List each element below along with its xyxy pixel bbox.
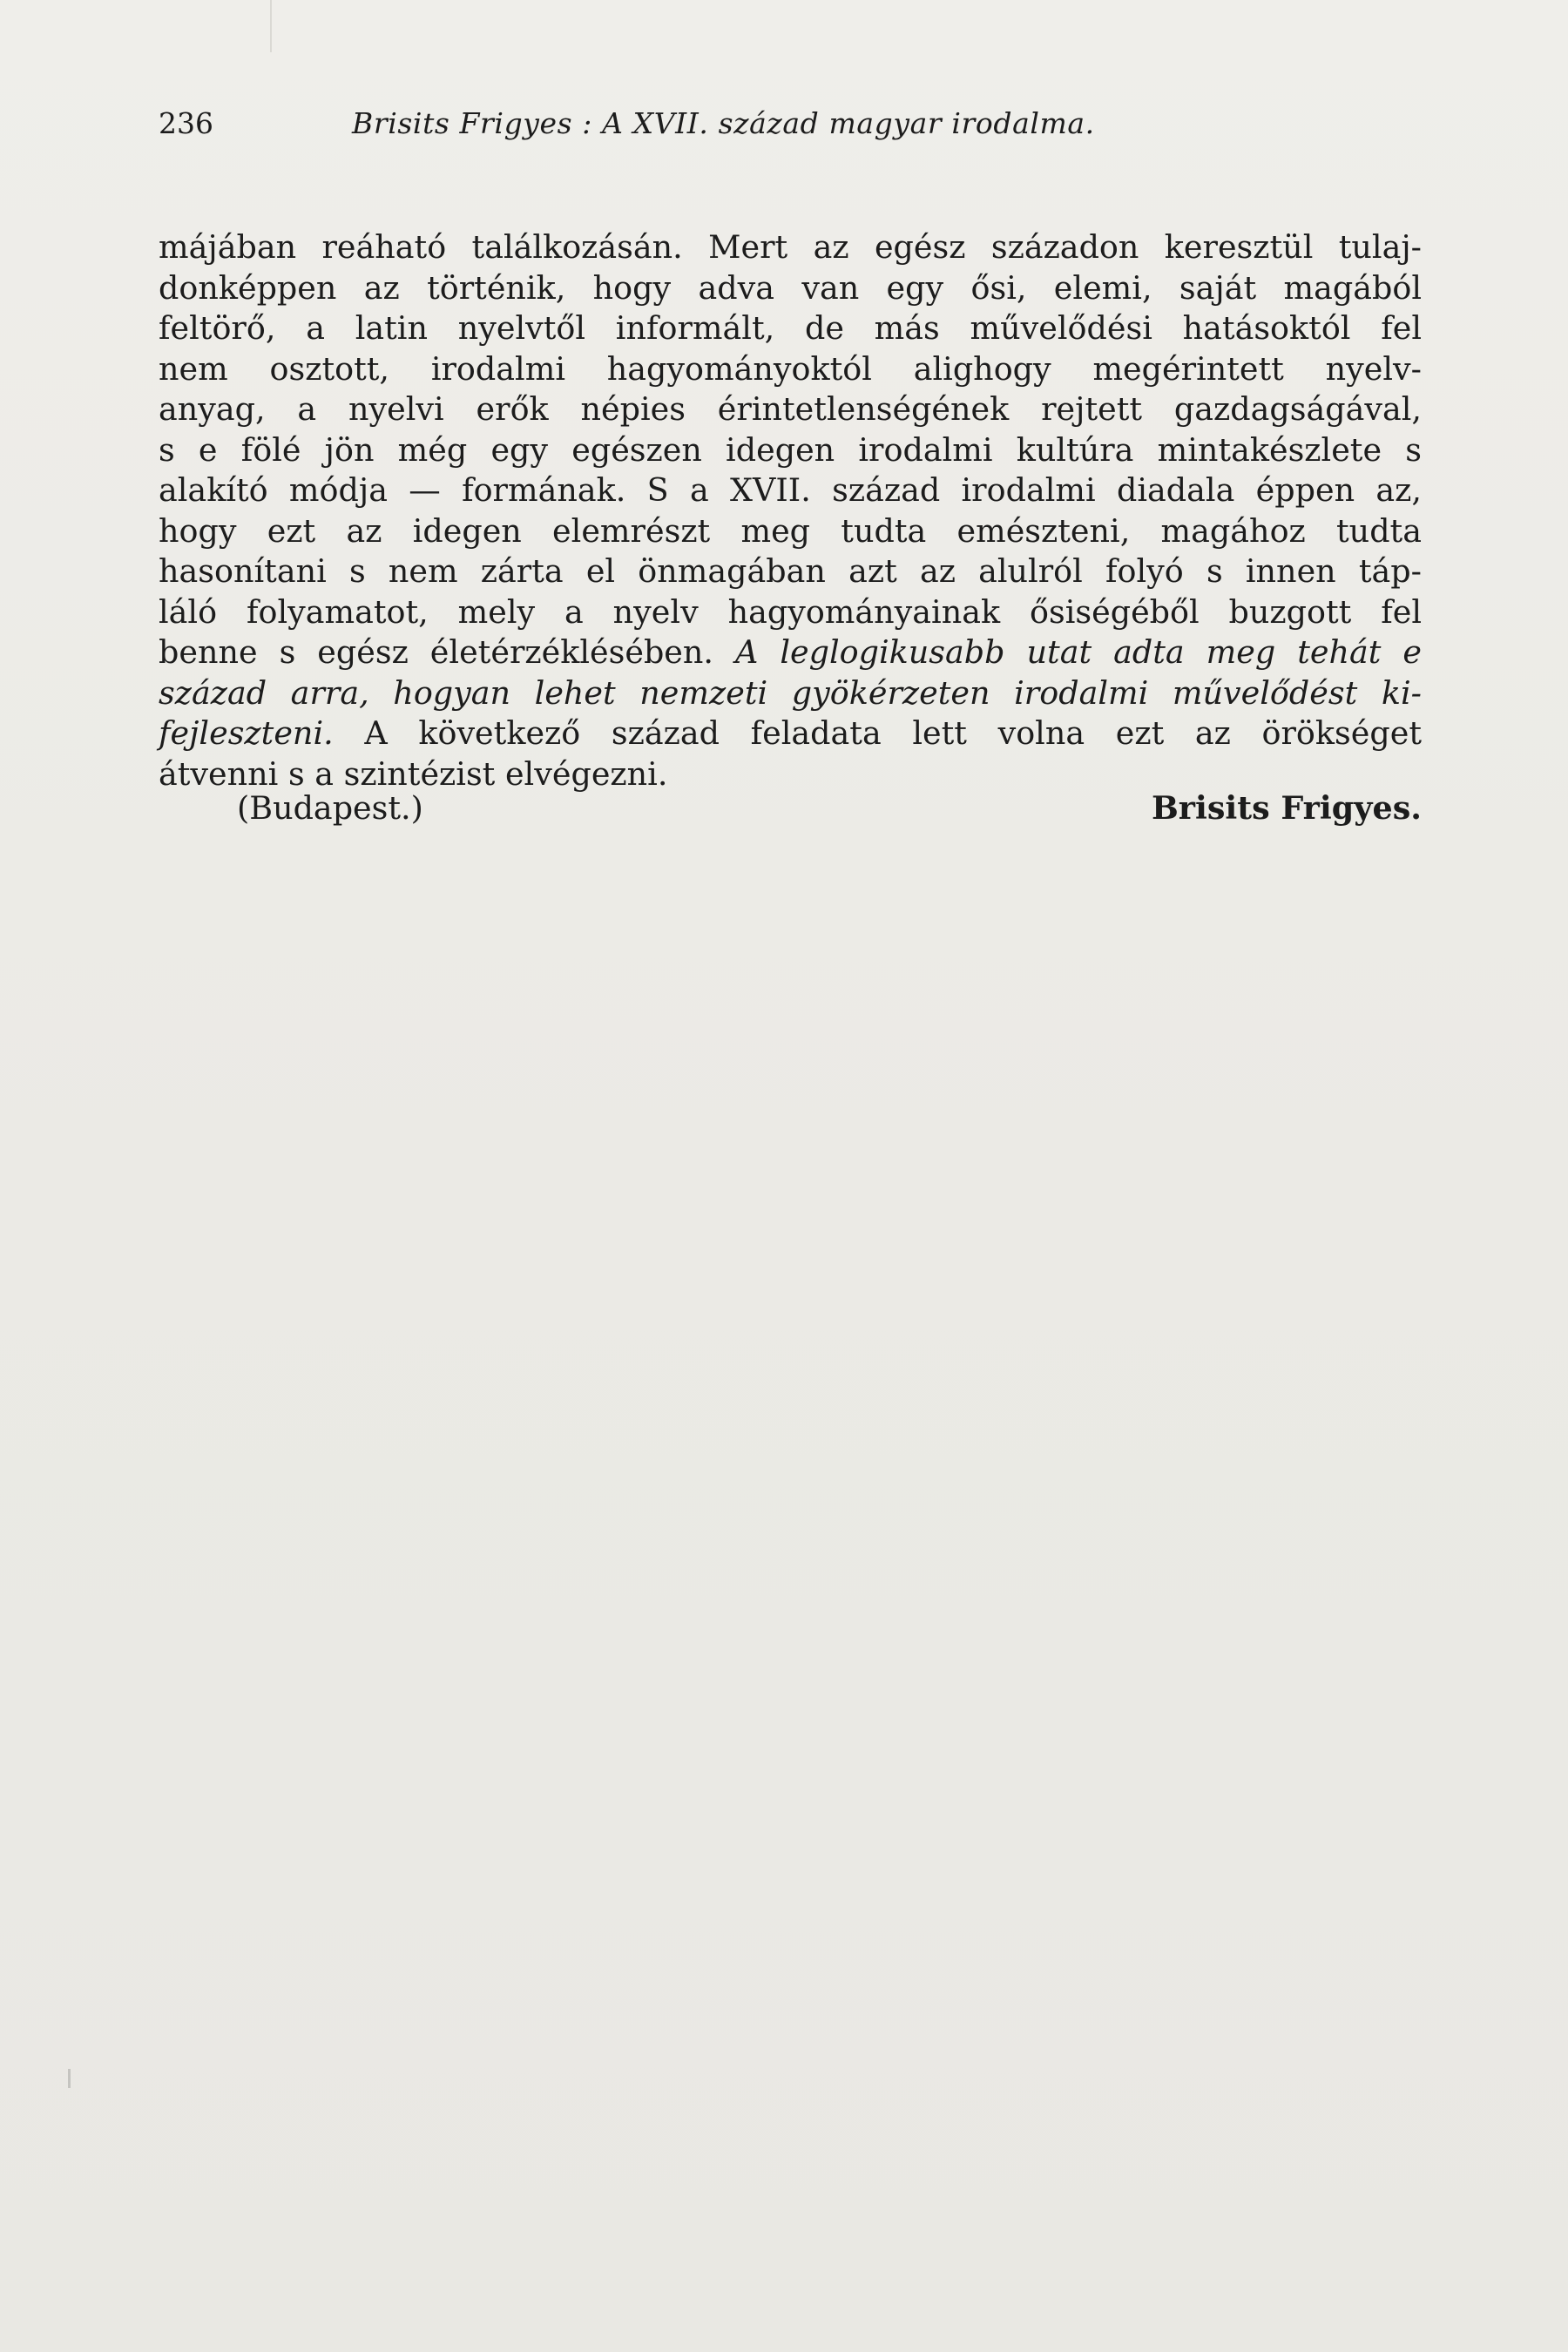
text-line — [159, 632, 1422, 673]
signature-place: (Budapest.) — [237, 789, 423, 827]
signature-author: Brisits Frigyes. — [1151, 789, 1422, 827]
text-line: s e fölé jön még egy egészen idegen irodalmi kultúra mintakészlete s — [159, 430, 1422, 469]
text-line: alakító módja — formának. S a XVII. század irodalmi diadala éppen az, — [159, 471, 1422, 509]
text-line: donképpen az történik, hogy adva van egy ősi, elemi, saját magából — [159, 268, 1422, 307]
article-text — [159, 227, 1422, 794]
page-header — [159, 106, 1422, 150]
text-line — [159, 713, 1422, 754]
reverse-side-show-through — [183, 845, 1437, 2047]
text-line: anyag, a nyelvi erők népies érintetlenségének rejtett gazdagságával, — [159, 390, 1422, 428]
running-head: Brisits Frigyes : A XVII. század magyar irodalma. — [352, 106, 1095, 140]
text-line: feltörő, a latin nyelvtől informált, de más művelődési hatásoktól fel — [159, 309, 1422, 347]
text-run: A következő század feladata lett volna ezt az örökséget — [333, 714, 1422, 752]
text-line: átvenni s a szintézist elvégezni. — [159, 754, 668, 793]
emphasis-run: A leglogikusabb utat adta meg tehát e — [735, 633, 1422, 671]
emphasis-run: fejleszteni. — [159, 714, 334, 752]
page-number: 236 — [159, 106, 213, 140]
text-line: májában reáható találkozásán. Mert az egész századon keresztül tulaj- — [159, 228, 1422, 266]
text-line: nem osztott, irodalmi hagyományoktól alighogy megérintett nyelv- — [159, 349, 1422, 388]
emphasis-line: század arra, hogyan lehet nemzeti gyökérzeten irodalmi művelődést ki- — [159, 673, 1422, 712]
text-line: hogy ezt az idegen elemrészt meg tudta emészteni, magához tudta — [159, 511, 1422, 550]
text-run: benne s egész életérzéklésében. — [159, 633, 736, 671]
text-line: hasonítani s nem zárta el önmagában azt az alulról folyó s innen táp- — [159, 552, 1422, 590]
scan-mark — [270, 0, 272, 52]
scan-mark — [68, 2069, 71, 2088]
text-line: láló folyamatot, mely a nyelv hagyományainak ősiségéből buzgott fel — [159, 592, 1422, 631]
